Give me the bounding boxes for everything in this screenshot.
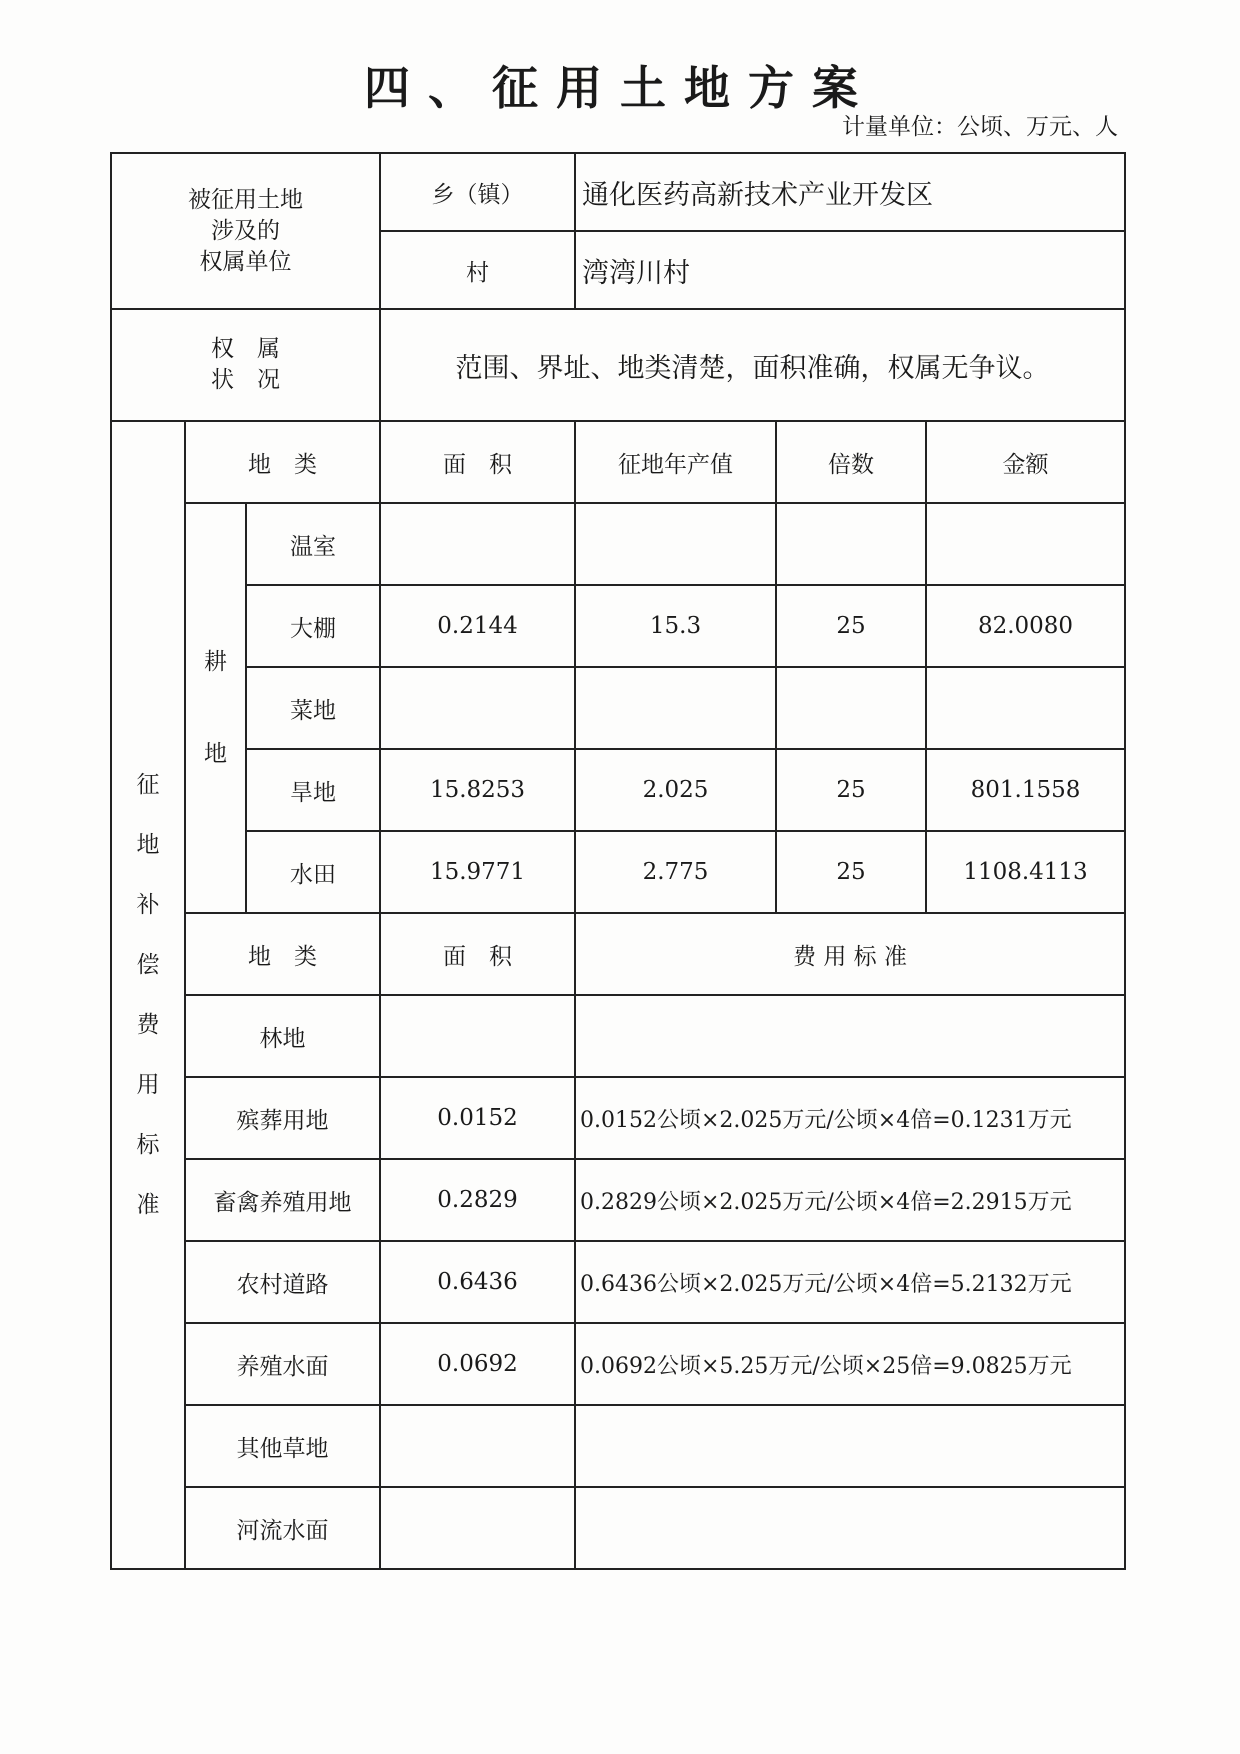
- other-header-row: [111, 913, 1125, 995]
- area-cell: 0.2829: [380, 1159, 575, 1241]
- compensation-label: [111, 421, 185, 1569]
- compensation-label-char: 补: [136, 892, 160, 918]
- table-row: [111, 1323, 1125, 1405]
- land-type-cell: 其他草地: [185, 1405, 380, 1487]
- cultivated-label-char: 地: [204, 741, 227, 767]
- table-row: [111, 1487, 1125, 1569]
- table-row: [111, 995, 1125, 1077]
- area-cell: 15.8253: [380, 749, 575, 831]
- status-label-line: 状 况: [211, 367, 280, 393]
- land-type-cell: 水田: [246, 831, 380, 913]
- standard-cell: 0.2829公顷×2.025万元/公顷×4倍=2.2915万元: [575, 1159, 1125, 1241]
- land-type-cell: 河流水面: [185, 1487, 380, 1569]
- multiple-cell: [776, 503, 926, 585]
- table-row: [111, 667, 1125, 749]
- cultivated-header-row: [111, 421, 1125, 503]
- status-value: 范围、界址、地类清楚，面积准确，权属无争议。: [380, 309, 1125, 421]
- status-row: [111, 309, 1125, 421]
- area-cell: [380, 1405, 575, 1487]
- land-type-cell: 大棚: [246, 585, 380, 667]
- multiple-cell: [776, 667, 926, 749]
- table-row: [111, 1159, 1125, 1241]
- standard-cell: [575, 1405, 1125, 1487]
- area-cell: 0.0692: [380, 1323, 575, 1405]
- table-row: [111, 1077, 1125, 1159]
- output-cell: 2.775: [575, 831, 776, 913]
- ownership-label-line: 权属单位: [199, 248, 292, 275]
- land-type-cell: 林地: [185, 995, 380, 1077]
- area-cell: 15.9771: [380, 831, 575, 913]
- output-cell: 15.3: [575, 585, 776, 667]
- ownership-label-line: 涉及的: [211, 217, 280, 244]
- output-cell: [575, 503, 776, 585]
- area-cell: [380, 503, 575, 585]
- village-label: 村: [380, 231, 575, 309]
- header-amount: 金额: [926, 421, 1125, 503]
- amount-cell: 801.1558: [926, 749, 1125, 831]
- amount-cell: 1108.4113: [926, 831, 1125, 913]
- compensation-label-char: 地: [136, 832, 160, 858]
- township-label: 乡（镇）: [380, 153, 575, 231]
- ownership-label: [111, 153, 380, 309]
- header-type: 地 类: [185, 421, 380, 503]
- multiple-cell: 25: [776, 585, 926, 667]
- standard-cell: [575, 1487, 1125, 1569]
- area-cell: [380, 667, 575, 749]
- area-cell: [380, 995, 575, 1077]
- output-cell: 2.025: [575, 749, 776, 831]
- table-row: [111, 585, 1125, 667]
- land-type-cell: 农村道路: [185, 1241, 380, 1323]
- standard-cell: 0.0692公顷×5.25万元/公顷×25倍=9.0825万元: [575, 1323, 1125, 1405]
- output-cell: [575, 667, 776, 749]
- area-cell: 0.6436: [380, 1241, 575, 1323]
- header-area: 面 积: [380, 913, 575, 995]
- amount-cell: [926, 667, 1125, 749]
- area-cell: 0.0152: [380, 1077, 575, 1159]
- header-standard: 费 用 标 准: [575, 913, 1125, 995]
- cultivated-label-char: 耕: [204, 649, 227, 675]
- compensation-label-char: 费: [136, 1012, 160, 1038]
- compensation-label-char: 用: [136, 1072, 160, 1098]
- unit-note: 计量单位：公顷、万元、人: [842, 114, 1118, 140]
- compensation-label-char: 征: [136, 772, 160, 798]
- area-cell: 0.2144: [380, 585, 575, 667]
- page-title: 四、征用土地方案: [364, 61, 876, 115]
- land-type-cell: 殡葬用地: [185, 1077, 380, 1159]
- header-multiple: 倍数: [776, 421, 926, 503]
- land-plan-table: [110, 152, 1126, 1570]
- header-annual-output: 征地年产值: [575, 421, 776, 503]
- header-area: 面 积: [380, 421, 575, 503]
- area-cell: [380, 1487, 575, 1569]
- status-label: [111, 309, 380, 421]
- land-type-cell: 畜禽养殖用地: [185, 1159, 380, 1241]
- status-label-line: 权 属: [211, 336, 280, 362]
- multiple-cell: 25: [776, 831, 926, 913]
- standard-cell: 0.0152公顷×2.025万元/公顷×4倍=0.1231万元: [575, 1077, 1125, 1159]
- table-row: [111, 503, 1125, 585]
- standard-cell: 0.6436公顷×2.025万元/公顷×4倍=5.2132万元: [575, 1241, 1125, 1323]
- cultivated-label: [185, 503, 246, 913]
- land-type-cell: 菜地: [246, 667, 380, 749]
- multiple-cell: 25: [776, 749, 926, 831]
- amount-cell: [926, 503, 1125, 585]
- land-type-cell: 养殖水面: [185, 1323, 380, 1405]
- table-row: [111, 749, 1125, 831]
- village-value: 湾湾川村: [575, 231, 1125, 309]
- header-type: 地 类: [185, 913, 380, 995]
- compensation-label-char: 标: [136, 1132, 160, 1158]
- table-row: [111, 831, 1125, 913]
- standard-cell: [575, 995, 1125, 1077]
- township-row: [111, 153, 1125, 231]
- table-row: [111, 1241, 1125, 1323]
- ownership-label-line: 被征用土地: [188, 186, 303, 213]
- table-row: [111, 1405, 1125, 1487]
- compensation-label-char: 准: [136, 1192, 160, 1218]
- land-type-cell: 旱地: [246, 749, 380, 831]
- land-type-cell: 温室: [246, 503, 380, 585]
- compensation-label-char: 偿: [136, 952, 160, 978]
- amount-cell: 82.0080: [926, 585, 1125, 667]
- township-value: 通化医药高新技术产业开发区: [575, 153, 1125, 231]
